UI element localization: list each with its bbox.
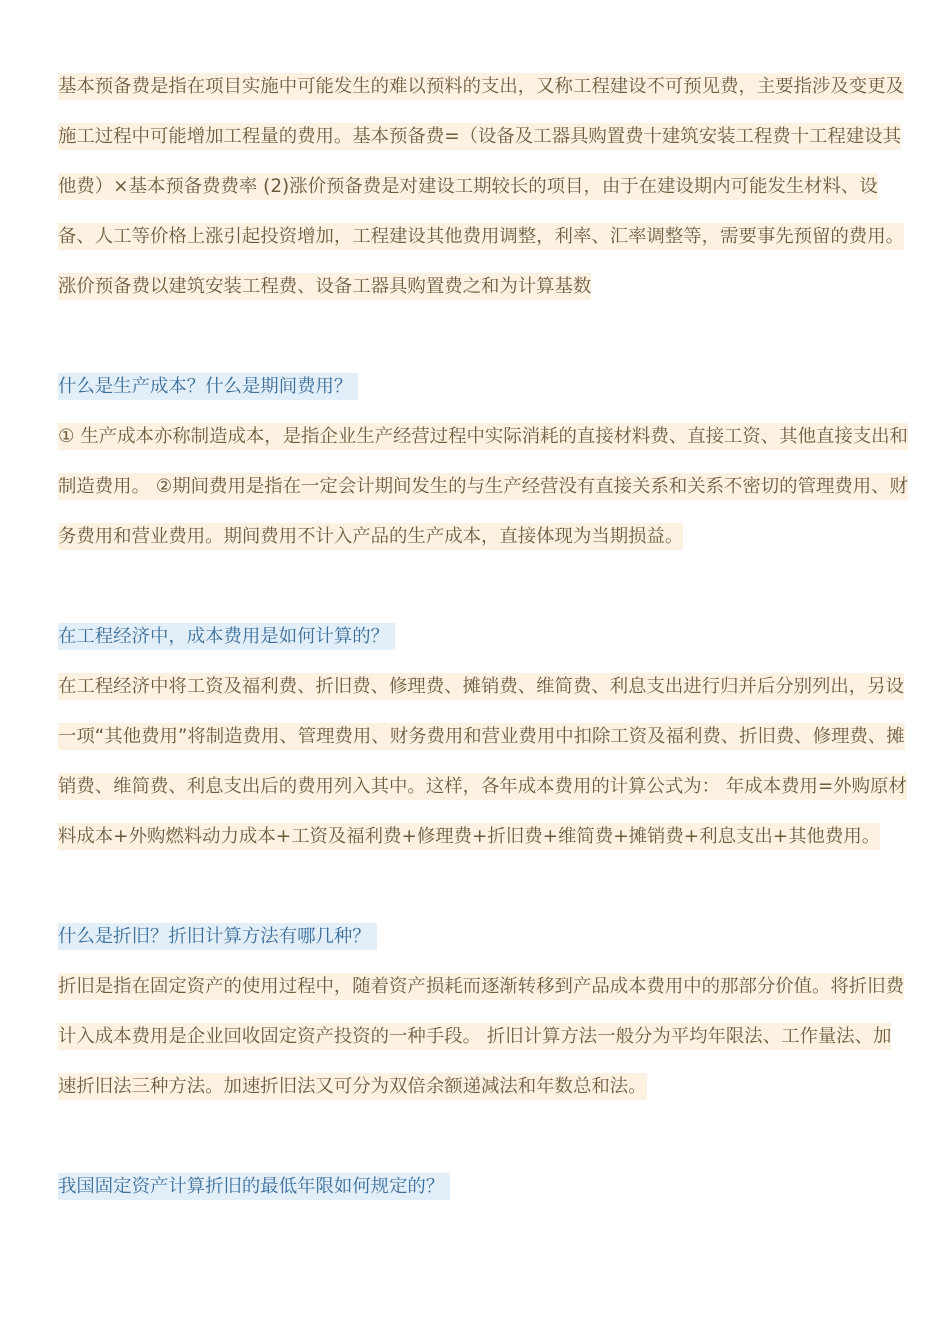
answer-paragraph-depreciation [58, 962, 908, 1112]
question-cost-calculation [58, 612, 908, 662]
answer-paragraph-production-cost [58, 412, 908, 562]
answer-text: 折旧是指在固定资产的使用过程中，随着资产损耗而逐渐转移到产品成本费用中的那部分价值。将折旧费计入成本费用是企业回收固定资产投资的一种手段。 折旧计算方法一般分为平均年限法、工作量法、加速折旧法三种方法。加速折旧法又可分为双倍余额递减法和年数总和法。 [58, 973, 904, 1100]
question-text: 在工程经济中，成本费用是如何计算的？ [58, 623, 395, 650]
question-depreciation [58, 912, 908, 962]
document-page [58, 0, 908, 1212]
question-text: 我国固定资产计算折旧的最低年限如何规定的？ [58, 1173, 450, 1200]
answer-text: ① 生产成本亦称制造成本，是指企业生产经营过程中实际消耗的直接材料费、直接工资、其他直接支出和制造费用。 ②期间费用是指在一定会计期间发生的与生产经营没有直接关系和关系不密切的管理费用、财务费用和营业费用。期间费用不计入产品的生产成本，直接体现为当期损益。 [58, 423, 908, 550]
question-min-depreciation-years [58, 1162, 908, 1212]
answer-paragraph-cost-calculation [58, 662, 908, 862]
question-text: 什么是折旧？折旧计算方法有哪几种？ [58, 923, 377, 950]
answer-text: 在工程经济中将工资及福利费、折旧费、修理费、摊销费、维简费、利息支出进行归并后分别列出，另设一项“其他费用”将制造费用、管理费用、财务费用和营业费用中扣除工资及福利费、折旧费、修理费、摊销费、维简费、利息支出后的费用列入其中。这样，各年成本费用的计算公式为： 年成本费用=外购原材料成本+外购燃料动力成本+工资及福利费+修理费+折旧费+维简费+摊销费+利息支出+其他费用。 [58, 673, 907, 850]
answer-text: 基本预备费是指在项目实施中可能发生的难以预料的支出，又称工程建设不可预见费，主要指涉及变更及施工过程中可能增加工程量的费用。基本预备费=（设备及工器具购置费十建筑安装工程费十工程建设其他费）×基本预备费费率 (2)涨价预备费是对建设工期较长的项目，由于在建设期内可能发生材料、设备、人工等价格上涨引起投资增加，工程建设其他费用调整，利率、汇率调整等，需要事先预留的费用。涨价预备费以建筑安装工程费、设备工器具购置费之和为计算基数 [58, 73, 904, 300]
question-production-cost [58, 362, 908, 412]
question-text: 什么是生产成本？什么是期间费用？ [58, 373, 358, 400]
answer-paragraph-contingency [58, 62, 908, 312]
